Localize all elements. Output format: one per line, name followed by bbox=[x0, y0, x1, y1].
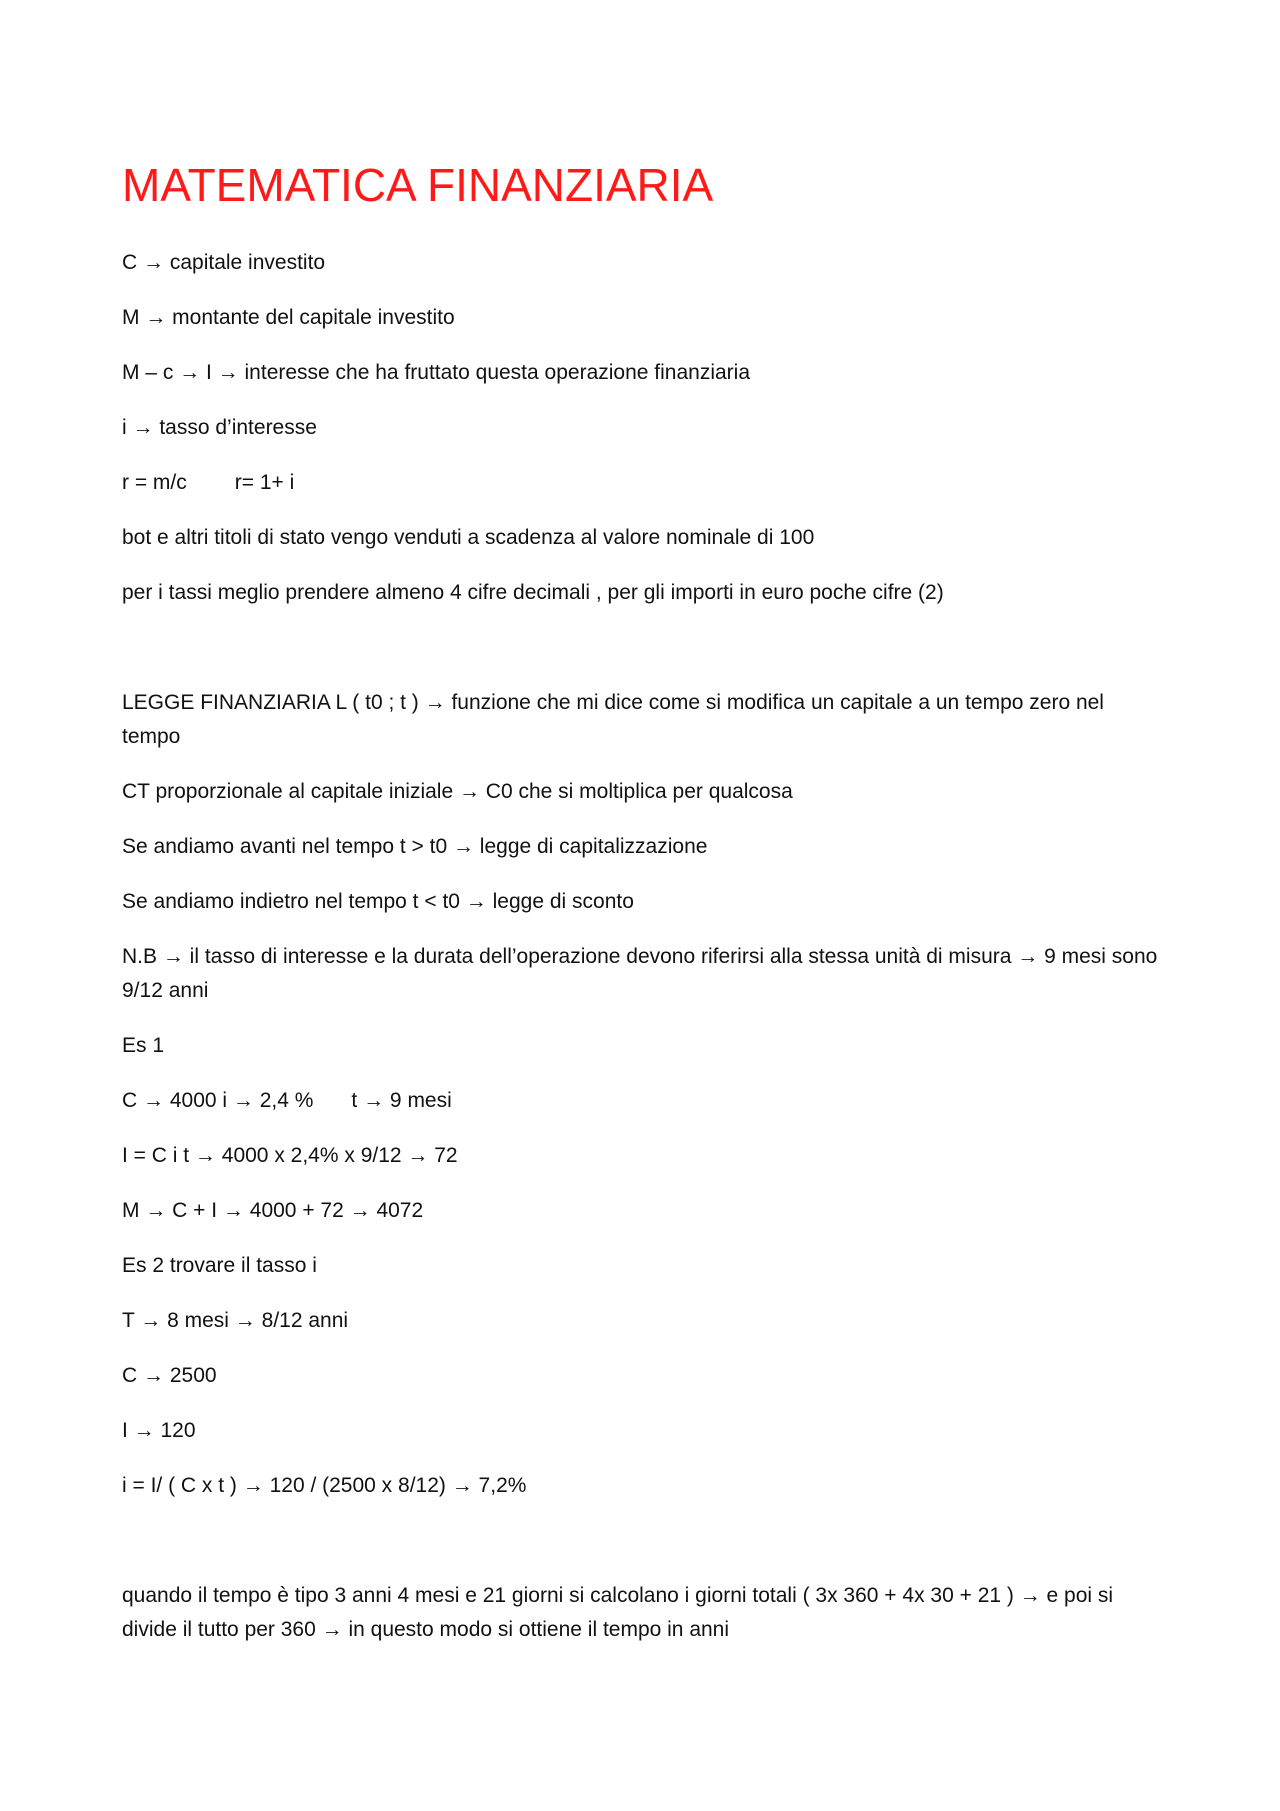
text-line: M → montante del capitale investito bbox=[122, 306, 455, 329]
text-line: i → tasso d’interesse bbox=[122, 416, 317, 439]
text-line: M → C + I → 4000 + 72 → 4072 bbox=[122, 1199, 424, 1222]
text-line: per i tassi meglio prendere almeno 4 cifre decimali , per gli importi in euro poche cifre (2) bbox=[122, 581, 944, 604]
text-line: M – c → I → interesse che ha fruttato questa operazione finanziaria bbox=[122, 361, 751, 384]
text-line: C → capitale investito bbox=[122, 251, 326, 274]
text-paragraph: quando il tempo è tipo 3 anni 4 mesi e 21 giorni si calcolano i giorni totali ( 3x 360 + 4x 30 + 21 ) → e poi si divide il tutto per 360 → in questo modo si ottiene il tempo in anni bbox=[122, 1584, 1114, 1641]
text-line: CT proporzionale al capitale iniziale → C0 che si moltiplica per qualcosa bbox=[122, 780, 793, 803]
page-title: MATEMATICA FINANZIARIA bbox=[122, 159, 714, 211]
text-line: Se andiamo avanti nel tempo t > t0 → legge di capitalizzazione bbox=[122, 835, 708, 858]
text-line: I → 120 bbox=[122, 1419, 196, 1442]
text-line: Es 1 bbox=[122, 1034, 165, 1057]
text-paragraph: LEGGE FINANZIARIA L ( t0 ; t ) → funzione che mi dice come si modifica un capitale a un tempo zero nel tempo bbox=[122, 691, 1104, 748]
text-line: i = I/ ( C x t ) → 120 / (2500 x 8/12) → 7,2% bbox=[122, 1474, 527, 1497]
text-line: T → 8 mesi → 8/12 anni bbox=[122, 1309, 349, 1332]
example-values: C → 4000 i → 2,4 % bbox=[122, 1089, 314, 1112]
text-line: Se andiamo indietro nel tempo t < t0 → legge di sconto bbox=[122, 890, 634, 913]
formula-line bbox=[122, 466, 294, 500]
example-time: t → 9 mesi bbox=[351, 1089, 452, 1112]
text-line: Es 2 trovare il tasso i bbox=[122, 1254, 317, 1277]
example-line bbox=[122, 1084, 452, 1118]
formula-r-sum: r= 1+ i bbox=[234, 471, 295, 494]
text-line: I = C i t → 4000 x 2,4% x 9/12 → 72 bbox=[122, 1144, 458, 1167]
formula-r-ratio: r = m/c bbox=[122, 471, 187, 494]
text-line: bot e altri titoli di stato vengo venduti a scadenza al valore nominale di 100 bbox=[122, 526, 815, 549]
text-line: C → 2500 bbox=[122, 1364, 217, 1387]
text-paragraph: N.B → il tasso di interesse e la durata dell’operazione devono riferirsi alla stessa unità di misura → 9 mesi sono 9/12 anni bbox=[122, 945, 1158, 1002]
